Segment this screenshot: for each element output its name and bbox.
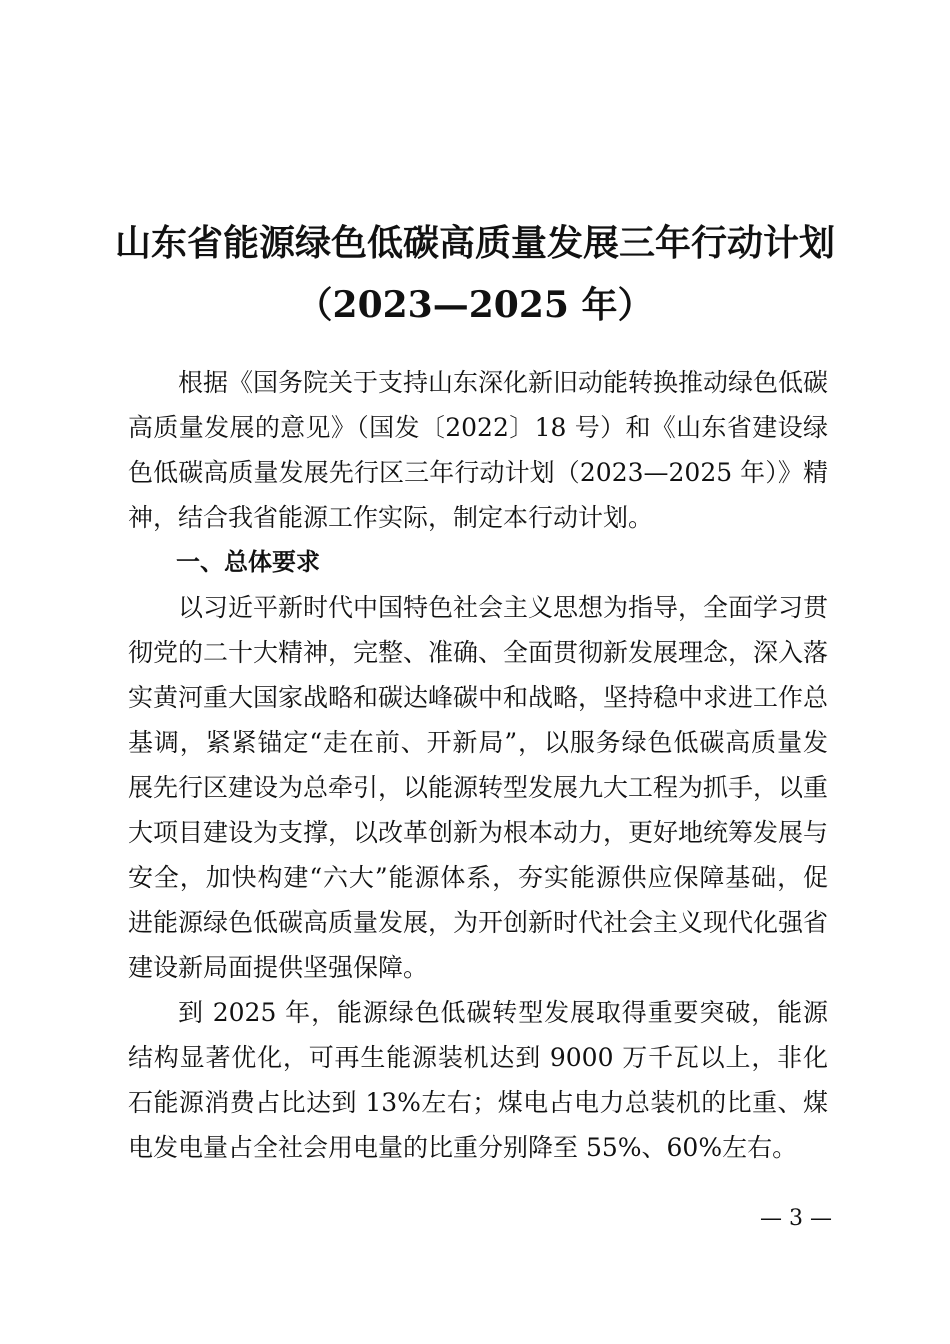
document-subtitle-years: （2023—2025 年）: [296, 284, 654, 326]
title-block: [0, 212, 950, 336]
body-paragraph: 到 2025 年，能源绿色低碳转型发展取得重要突破，能源结构显著优化，可再生能源装机达到 9000 万千瓦以上，非化石能源消费占比达到 13%左右；煤电占电力总装机的比重、煤电发电量占全社会用电量的比重分别降至 55%、60%左右。: [128, 998, 828, 1162]
document-title: 山东省能源绿色低碳高质量发展三年行动计划: [114, 222, 835, 264]
page-number: — 3 —: [760, 1206, 832, 1231]
document-body: [128, 360, 828, 1170]
intro-paragraph: 根据《国务院关于支持山东深化新旧动能转换推动绿色低碳高质量发展的意见》（国发〔2022〕18 号）和《山东省建设绿色低碳高质量发展先行区三年行动计划（2023—2025 年）》精神，结合我省能源工作实际，制定本行动计划。: [128, 368, 829, 532]
body-paragraph: 以习近平新时代中国特色社会主义思想为指导，全面学习贯彻党的二十大精神，完整、准确、全面贯彻新发展理念，深入落实黄河重大国家战略和碳达峰碳中和战略，坚持稳中求进工作总基调，紧紧锚定“走在前、开新局”，以服务绿色低碳高质量发展先行区建设为总牵引，以能源转型发展九大工程为抓手，以重大项目建设为支撑，以改革创新为根本动力，更好地统筹发展与安全，加快构建“六大”能源体系，夯实能源供应保障基础，促进能源绿色低碳高质量发展，为开创新时代社会主义现代化强省建设新局面提供坚强保障。: [128, 593, 829, 982]
section-heading: 一、总体要求: [176, 548, 320, 576]
